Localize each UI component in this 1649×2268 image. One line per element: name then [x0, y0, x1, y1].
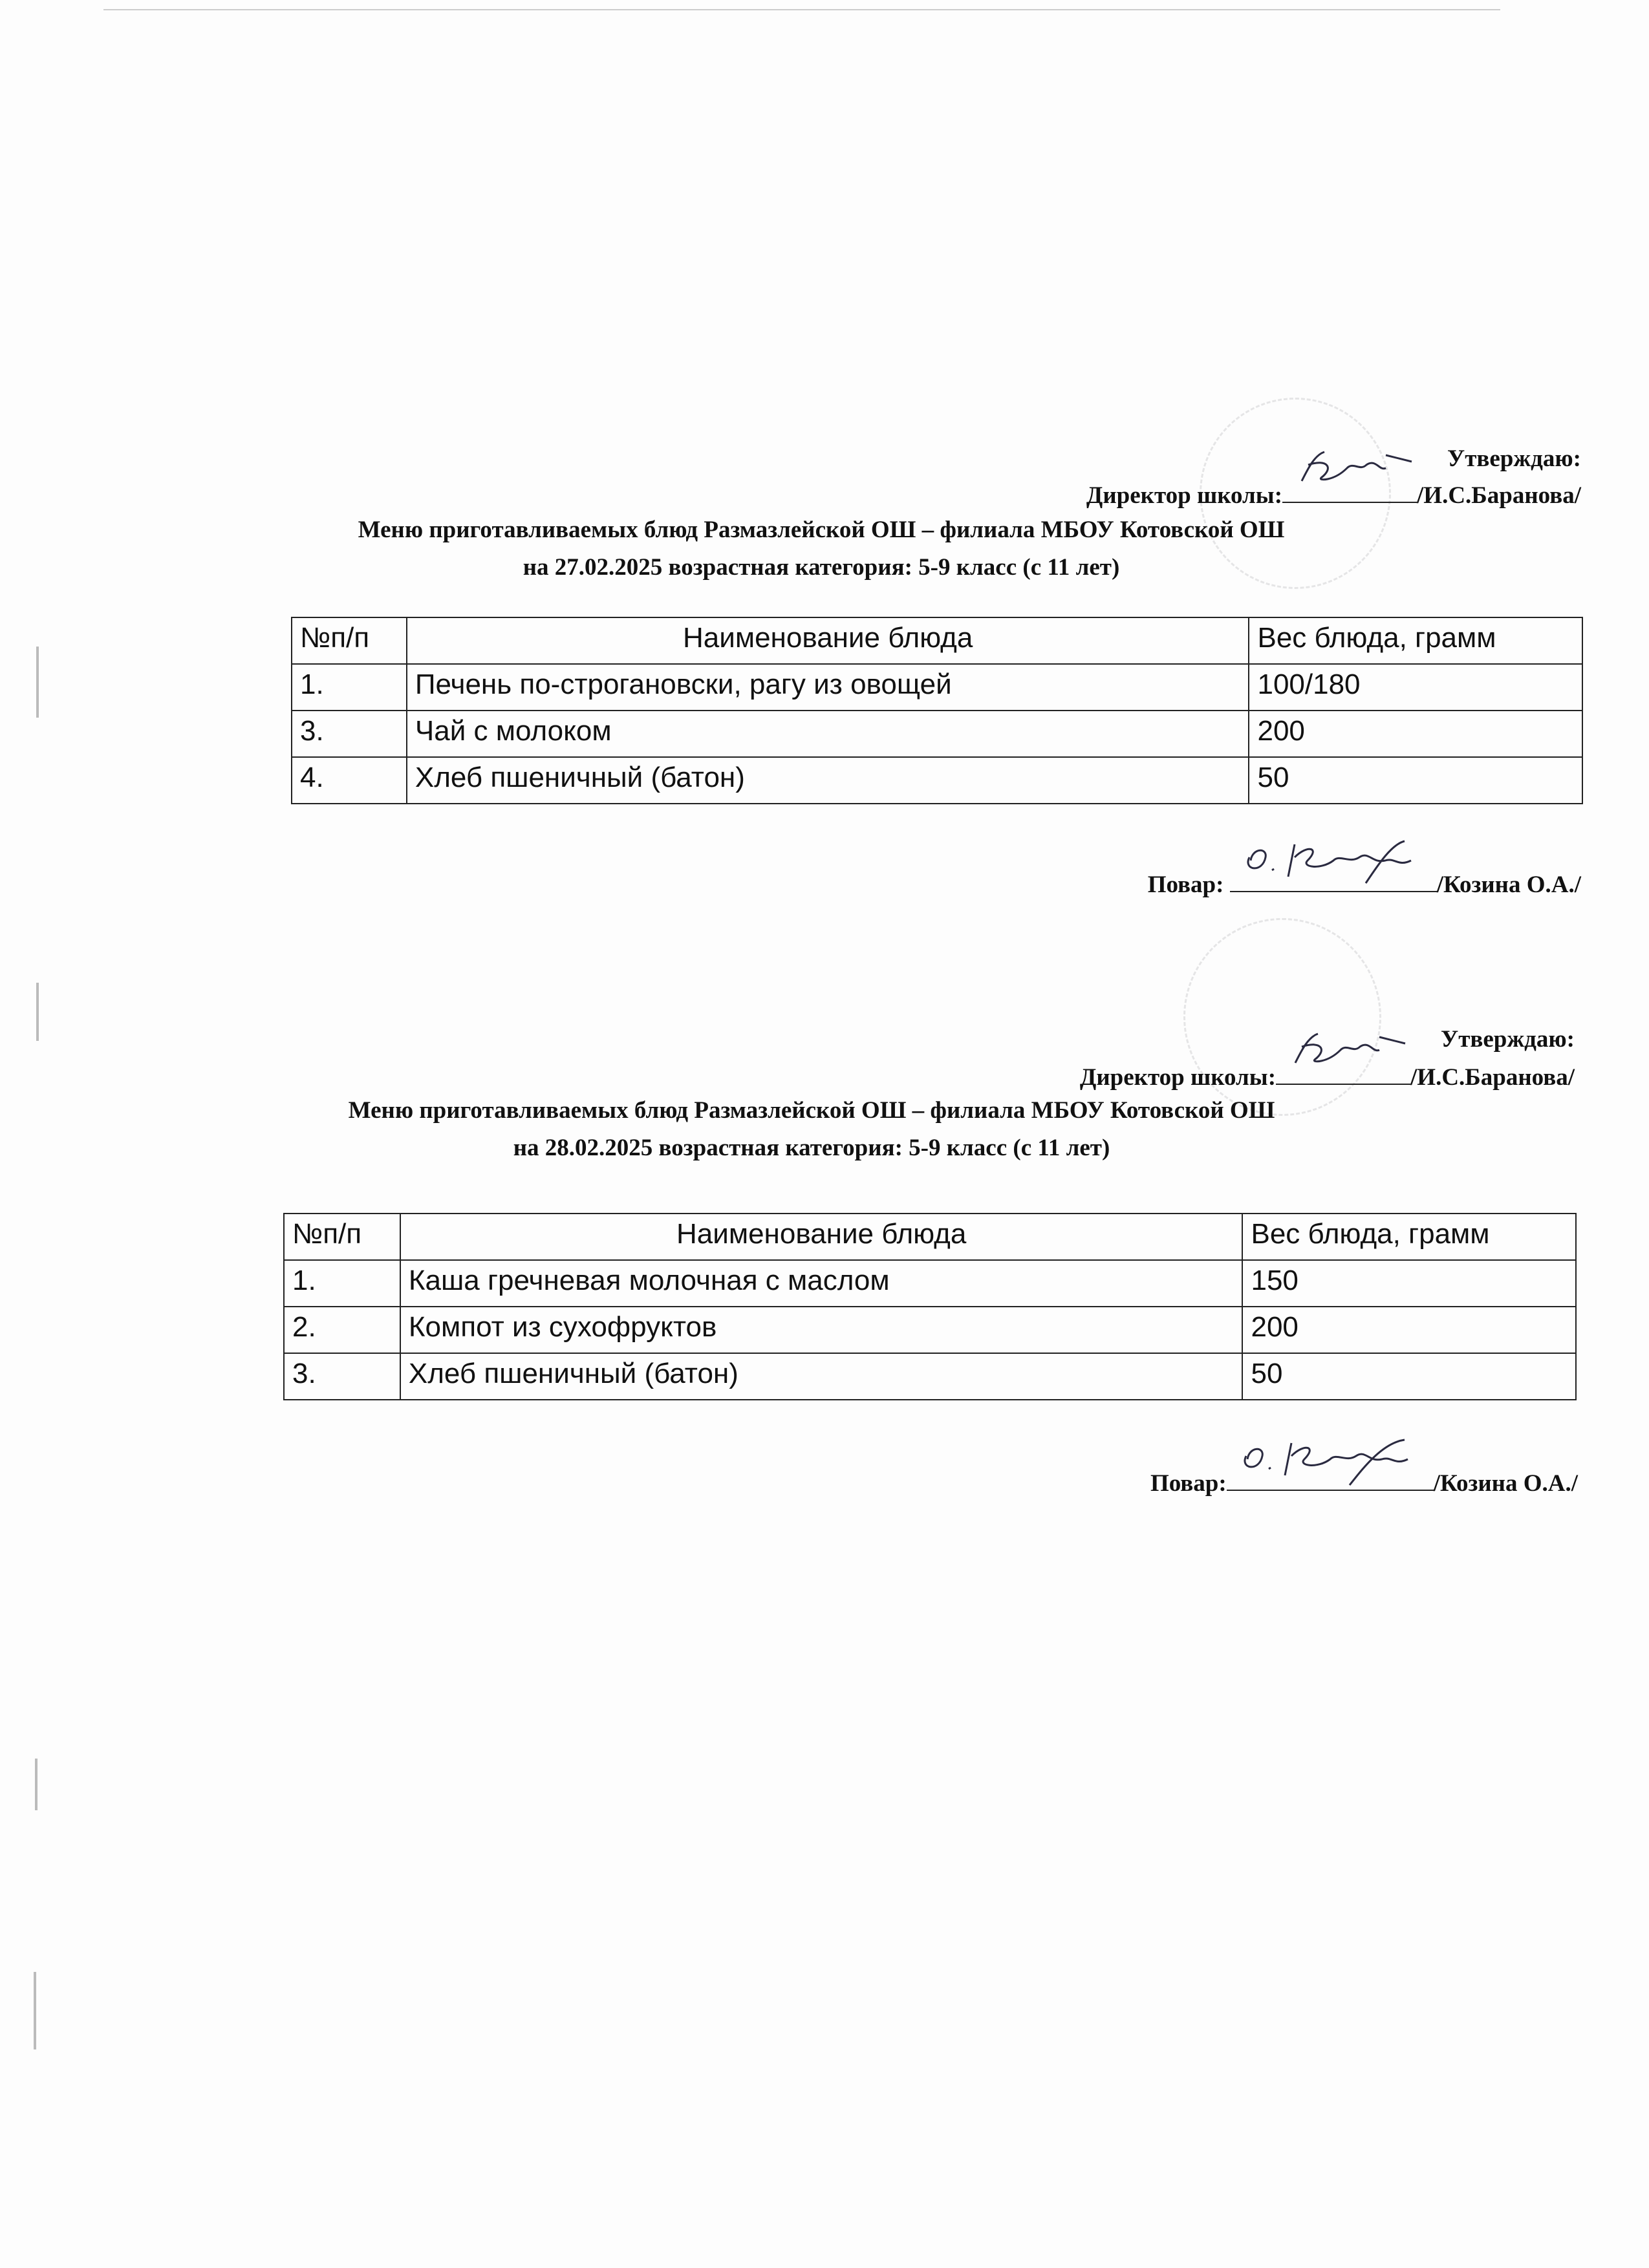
cook-name: /Козина О.А./	[1433, 1470, 1578, 1497]
header-number: №п/п	[284, 1214, 400, 1260]
scan-edge	[103, 9, 1500, 10]
header-dish-name: Наименование блюда	[407, 617, 1249, 664]
table-row	[284, 1260, 1576, 1307]
menu-title: Меню приготавливаемых блюд Размазлейской ОШ – филиала МБОУ Котовской ОШ	[348, 1097, 1275, 1124]
row-number: 2.	[284, 1307, 400, 1353]
menu-subtitle: на 28.02.2025 возрастная категория: 5-9 класс (с 11 лет)	[513, 1135, 1110, 1161]
scan-artifact	[36, 647, 39, 718]
scan-artifact	[35, 1759, 38, 1810]
signature-image	[1233, 1430, 1440, 1488]
cook-name: /Козина О.А./	[1436, 872, 1581, 898]
row-number: 3.	[292, 711, 407, 757]
menu-table	[283, 1213, 1577, 1400]
header-weight: Вес блюда, грамм	[1249, 617, 1582, 664]
dish-name: Печень по-строгановски, рагу из овощей	[407, 664, 1249, 711]
table-row	[292, 757, 1582, 804]
dish-weight: 50	[1242, 1353, 1576, 1400]
menu-subtitle: на 27.02.2025 возрастная категория: 5-9 класс (с 11 лет)	[523, 554, 1120, 581]
director-signature-line	[1086, 476, 1581, 510]
table-row	[292, 711, 1582, 757]
dish-weight: 200	[1249, 711, 1582, 757]
dish-name: Чай с молоком	[407, 711, 1249, 757]
table-header-row	[284, 1214, 1576, 1260]
cook-signature	[1230, 865, 1437, 892]
menu-table	[291, 617, 1583, 804]
dish-weight: 150	[1242, 1260, 1576, 1307]
approval-label: Утверждаю:	[1447, 445, 1581, 472]
dish-weight: 100/180	[1249, 664, 1582, 711]
director-label: Директор школы:	[1079, 1064, 1277, 1091]
row-number: 4.	[292, 757, 407, 804]
scan-artifact	[34, 1972, 36, 2049]
director-signature-line	[1080, 1058, 1575, 1092]
director-name: /И.С.Баранова/	[1417, 482, 1581, 509]
cook-label: Повар:	[1150, 1470, 1227, 1497]
row-number: 1.	[292, 664, 407, 711]
dish-name: Хлеб пшеничный (батон)	[407, 757, 1249, 804]
dish-name: Хлеб пшеничный (батон)	[400, 1353, 1243, 1400]
cook-label: Повар:	[1147, 872, 1224, 898]
table-row	[284, 1307, 1576, 1353]
dish-weight: 200	[1242, 1307, 1576, 1353]
cook-signature	[1227, 1464, 1434, 1491]
signature-image	[1282, 1024, 1412, 1076]
director-name: /И.С.Баранова/	[1410, 1064, 1575, 1091]
row-number: 3.	[284, 1353, 400, 1400]
dish-name: Каша гречневая молочная с маслом	[400, 1260, 1243, 1307]
director-signature	[1282, 476, 1417, 503]
director-signature	[1276, 1058, 1410, 1085]
signature-image	[1289, 442, 1418, 494]
approval-label: Утверждаю:	[1441, 1026, 1575, 1053]
scan-artifact	[36, 983, 39, 1041]
dish-weight: 50	[1249, 757, 1582, 804]
table-header-row	[292, 617, 1582, 664]
table-row	[292, 664, 1582, 711]
row-number: 1.	[284, 1260, 400, 1307]
signature-image	[1236, 831, 1443, 890]
header-number: №п/п	[292, 617, 407, 664]
cook-signature-line	[1148, 865, 1581, 899]
dish-name: Компот из сухофруктов	[400, 1307, 1243, 1353]
cook-signature-line	[1150, 1464, 1578, 1498]
director-label: Директор школы:	[1086, 482, 1283, 509]
header-dish-name: Наименование блюда	[400, 1214, 1243, 1260]
header-weight: Вес блюда, грамм	[1242, 1214, 1576, 1260]
table-row	[284, 1353, 1576, 1400]
menu-title: Меню приготавливаемых блюд Размазлейской ОШ – филиала МБОУ Котовской ОШ	[358, 517, 1285, 543]
